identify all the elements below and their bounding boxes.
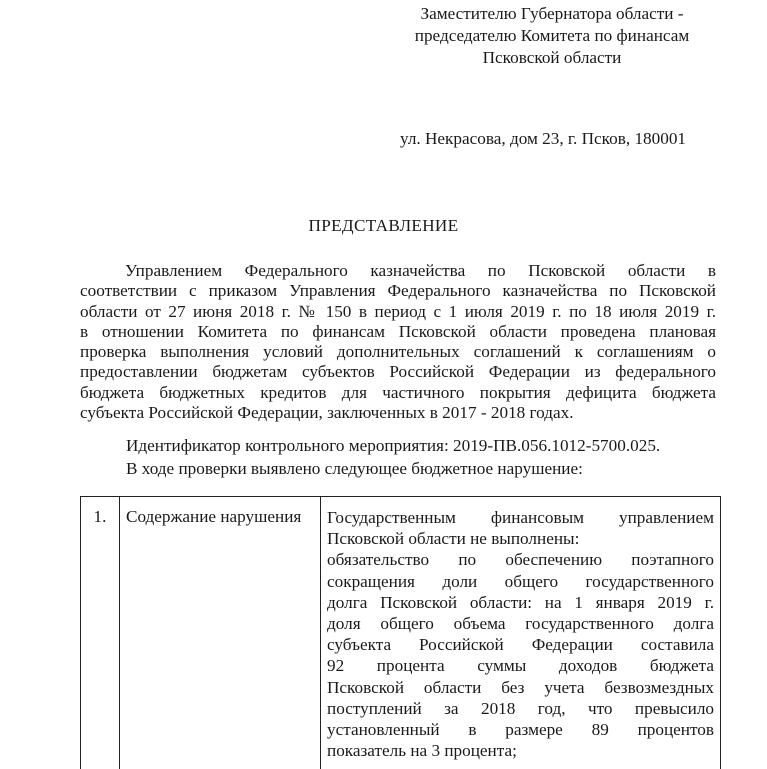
paragraph-line: бюджета бюджетных кредитов для частичного покрытия дефицита бюджета xyxy=(80,382,716,402)
addressee-line: председателю Комитета по финансам xyxy=(414,26,690,45)
row-number: 1. xyxy=(81,497,120,769)
content-line: Государственным финансовым управлением xyxy=(327,508,714,527)
violations-table xyxy=(80,496,721,769)
paragraph-line: области от 27 июня 2018 г. № 150 в период с 1 июля 2019 г. по 18 июля 2019 г. xyxy=(80,301,716,321)
paragraph-line: соответствии с приказом Управления Федерального казначейства по Псковской xyxy=(80,281,716,301)
content-line: сокращения доли общего государственного xyxy=(327,571,714,591)
content-line: обязательство по обеспечению поэтапного xyxy=(327,550,714,570)
body-paragraph xyxy=(80,261,716,423)
addressee-block xyxy=(392,3,712,69)
content-line: субъекта Российской Федерации составила xyxy=(327,635,714,655)
paragraph-line: предоставлении бюджетам субъектов Российской Федерации из федерального xyxy=(80,362,716,382)
table-row xyxy=(81,497,721,769)
content-line: показатель на 3 процента; xyxy=(327,741,517,761)
content-line: Псковской области без учета безвозмездных xyxy=(327,677,714,697)
addressee-address: ул. Некрасова, дом 23, г. Псков, 180001 xyxy=(400,129,687,148)
document-title: ПРЕДСТАВЛЕНИЕ xyxy=(308,216,459,235)
control-event-identifier: Идентификатор контрольного мероприятия: 2019-ПВ.056.1012-5700.025. xyxy=(126,436,661,455)
row-content xyxy=(321,497,721,769)
paragraph-line: Управлением Федерального казначейства по Псковской области в xyxy=(125,261,716,280)
content-line: доля общего объема государственного долга xyxy=(327,614,714,634)
content-line: 92 процента суммы доходов бюджета xyxy=(327,656,714,676)
paragraph-line: в отношении Комитета по финансам Псковской области проведена плановая xyxy=(80,321,716,341)
content-line: Псковской области не выполнены: xyxy=(327,529,580,549)
content-line: установленный в размере 89 процентов xyxy=(327,720,714,740)
content-line: поступлений за 2018 год, что превысило xyxy=(327,698,714,718)
paragraph-line: субъекта Российской Федерации, заключенных в 2017 - 2018 годах. xyxy=(80,403,574,423)
row-label: Содержание нарушения xyxy=(120,497,321,769)
finding-intro: В ходе проверки выявлено следующее бюджетное нарушение: xyxy=(126,459,583,478)
content-line: долга Псковской области: на 1 января 2019 г. xyxy=(327,592,714,612)
addressee-line: Псковской области xyxy=(482,48,622,67)
paragraph-line: проверка выполнения условий дополнительных соглашений к соглашениям о xyxy=(80,342,716,362)
addressee-line: Заместителю Губернатора области - xyxy=(420,4,684,23)
